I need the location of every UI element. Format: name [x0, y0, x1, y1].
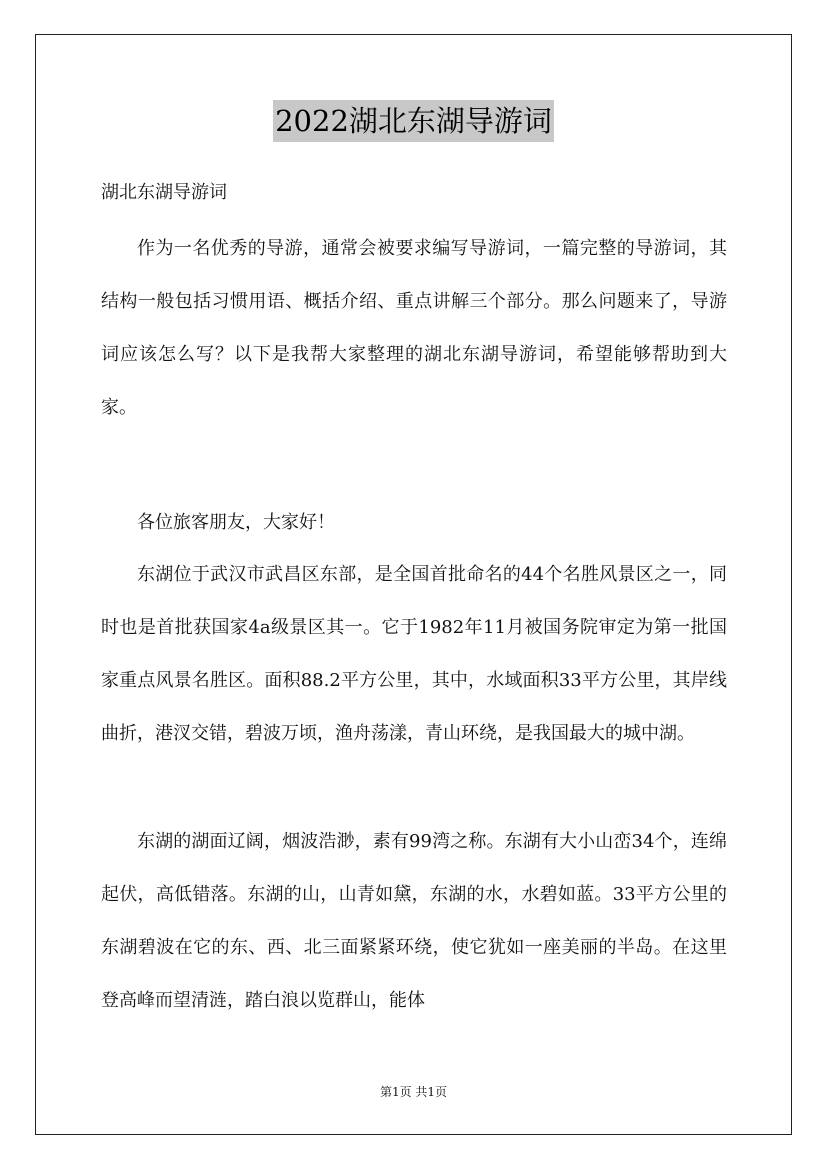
paragraph-intro: 作为一名优秀的导游，通常会被要求编写导游词，一篇完整的导游词，其结构一般包括习惯用语、概括介绍、重点讲解三个部分。那么问题来了，导游词应该怎么写？以下是我帮大家整理的湖北东湖导游词，希望能够帮助到大家。 [101, 238, 727, 418]
title-container [0, 100, 827, 142]
paragraph-location: 东湖位于武汉市武昌区东部，是全国首批命名的44个名胜风景区之一，同时也是首批获国家4a级景区其一。它于1982年11月被国务院审定为第一批国家重点风景名胜区。面积88.2平方公里，其中，水域面积33平方公里，其岸线曲折，港汊交错，碧波万顷，渔舟荡漾，青山环绕，是我国最大的城中湖。 [101, 564, 727, 744]
paragraph-scenery: 东湖的湖面辽阔，烟波浩渺，素有99湾之称。东湖有大小山峦34个，连绵起伏，高低错落。东湖的山，山青如黛，东湖的水，水碧如蓝。33平方公里的东湖碧波在它的东、西、北三面紧紧环绕，使它犹如一座美丽的半岛。在这里登高峰而望清涟，踏白浪以览群山，能体 [101, 831, 727, 1011]
paragraph-greeting: 各位旅客朋友，大家好！ [137, 512, 335, 533]
document-title: 2022湖北东湖导游词 [273, 100, 554, 142]
page-footer: 第1页 共1页 [379, 1085, 448, 1099]
document-subtitle: 湖北东湖导游词 [101, 182, 227, 203]
